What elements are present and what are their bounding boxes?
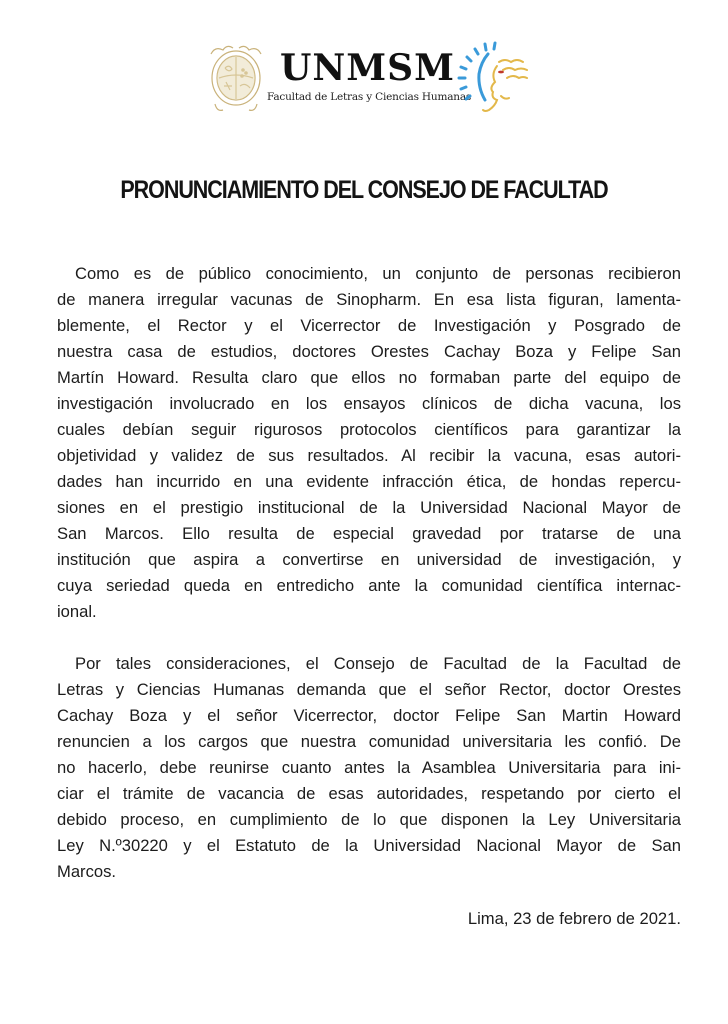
faculty-sun-face-icon (455, 40, 530, 116)
faculty-name: Facultad de Letras y Ciencias Humanas (267, 91, 472, 103)
place-date: Lima, 23 de febrero de 2021. (467, 909, 681, 928)
paragraph-line: institución que aspira a convertirse en universidad de investigación, y (57, 550, 681, 569)
paragraph-line: Como es de público conocimiento, un conjunto de personas recibieron (75, 264, 681, 283)
paragraph-line: San Marcos. Ello resulta de especial gravedad por tratarse de una (57, 524, 681, 543)
letterhead (205, 38, 530, 118)
paragraph-line: renuncien a los cargos que nuestra comunidad universitaria les confió. De (57, 732, 681, 751)
paragraph-line: Por tales consideraciones, el Consejo de Facultad de la Facultad de (75, 654, 681, 673)
university-seal-icon (205, 42, 267, 116)
paragraph-1 (57, 261, 681, 625)
paragraph-line: dades han incurrido en una evidente infracción ética, de hondas repercu- (57, 472, 681, 491)
paragraph-line: no hacerlo, debe reunirse cuanto antes la Asamblea Universitaria para ini- (57, 758, 681, 777)
paragraph-line: debido proceso, en cumplimiento de lo que disponen la Ley Universitaria (57, 810, 681, 829)
paragraph-line: cuales debían seguir rigurosos protocolos científicos para garantizar la (57, 420, 681, 439)
paragraph-line: blemente, el Rector y el Vicerrector de Investigación y Posgrado de (57, 316, 681, 335)
paragraph-line: investigación involucrado en los ensayos clínicos de dicha vacuna, los (57, 394, 681, 413)
paragraph-line: Marcos. (57, 862, 117, 881)
paragraph-line: Letras y Ciencias Humanas demanda que el señor Rector, doctor Orestes (57, 680, 681, 699)
paragraph-line: Cachay Boza y el señor Vicerrector, doctor Felipe San Martin Howard (57, 706, 681, 725)
paragraph-line: siones en el prestigio institucional de la Universidad Nacional Mayor de (57, 498, 681, 517)
paragraph-line: Martín Howard. Resulta claro que ellos no formaban parte del equipo de (57, 368, 681, 387)
paragraph-line: ciar el trámite de vacancia de esas autoridades, respetando por cierto el (57, 784, 681, 803)
brand-name: UNMSM (280, 47, 455, 89)
paragraph-2 (57, 651, 681, 885)
paragraph-line: nuestra casa de estudios, doctores Orestes Cachay Boza y Felipe San (57, 342, 681, 361)
paragraph-line: objetividad y validez de sus resultados. Al recibir la vacuna, esas autori- (57, 446, 681, 465)
paragraph-line: de manera irregular vacunas de Sinopharm. En esa lista figuran, lamenta- (57, 290, 681, 309)
paragraph-line: ional. (57, 602, 97, 621)
document-title: PRONUNCIAMIENTO DEL CONSEJO DE FACULTAD (120, 176, 608, 204)
paragraph-line: cuya seriedad queda en entredicho ante la comunidad científica internac- (57, 576, 681, 595)
paragraph-line: Ley N.º30220 y el Estatuto de la Universidad Nacional Mayor de San (57, 836, 681, 855)
